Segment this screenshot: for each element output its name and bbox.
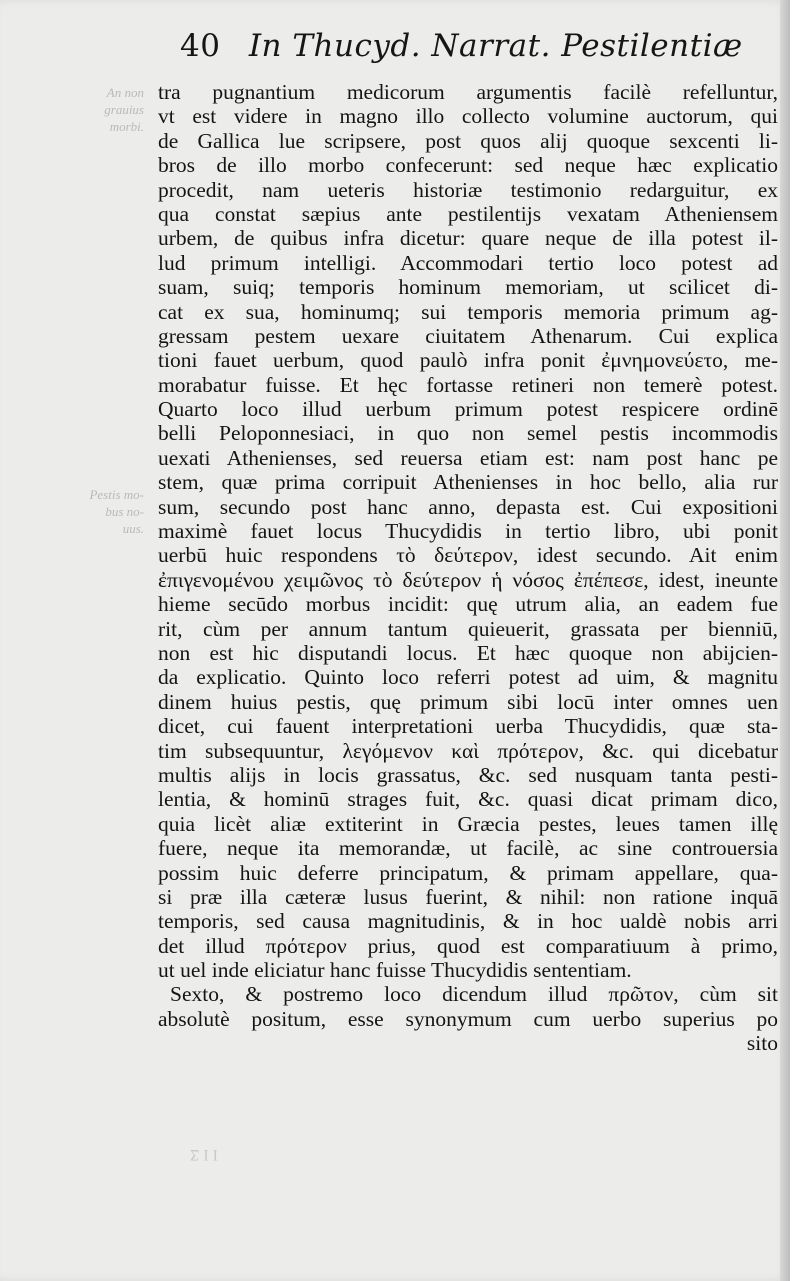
text-line: uexati Athenienses, sed reuersa etiam est: nam post hanc pe: [158, 445, 778, 470]
text-line: belli Peloponnesiaci, in quo non semel pestis incommodis: [158, 421, 778, 446]
text-line: maximè fauet locus Thucydidis in tertio libro, ubi ponit: [158, 519, 778, 544]
text-line: morabatur fuisse. Et hęc fortasse retineri non temerè potest.: [158, 372, 778, 397]
text-line: bros de illo morbo confecerunt: sed neque hæc explicatio: [158, 153, 778, 178]
text-line: multis alijs in locis grassatus, &c. sed nusquam tanta pesti-: [158, 762, 778, 787]
margin-note-middle: Pestis mo- bus no- uus.: [89, 487, 144, 536]
text-line: de Gallica lue scripsere, post quos alij quoque sexcenti li-: [158, 128, 778, 153]
text-line: temporis, sed causa magnitudinis, & in hoc ualdè nobis arri: [158, 909, 778, 934]
bleed-through-mark: ΣΙΙ: [190, 1146, 222, 1163]
text-line: si præ illa cæteræ lusus fuerint, & nihil: non ratione inquā: [158, 884, 778, 909]
text-line: det illud πρότερον prius, quod est comparatiuum à primo,: [158, 933, 778, 958]
running-title: In Thucyd. Narrat. Pestilentiæ: [248, 28, 743, 64]
text-line: Sexto, & postremo loco dicendum illud πρῶτον, cùm sit: [170, 982, 778, 1007]
text-line: ἐπιγενομένου χειμῶνος τὸ δεύτερον ἡ νόσος ἐπέπεσε, idest, ineunte: [158, 567, 778, 592]
text-line: quia licèt aliæ extiterint in Græcia pestes, leues tamen illę: [158, 811, 778, 836]
text-line: ut uel inde eliciatur hanc fuisse Thucydidis sententiam.: [158, 958, 632, 983]
page-edge-shadow: [780, 0, 790, 1281]
text-line: uerbū huic respondens τὸ δεύτερον, idest secundo. Ait enim: [158, 543, 778, 568]
text-line: sum, secundo post hanc anno, depasta est. Cui expositioni: [158, 494, 778, 519]
running-header: [180, 28, 743, 64]
text-line: hieme secūdo morbus incidit: quę utrum alia, an eadem fue: [158, 592, 778, 617]
page-number: 40: [180, 28, 221, 64]
text-line: da explicatio. Quinto loco referri potest ad uim, & magnitu: [158, 665, 778, 690]
text-line: fuere, neque ita memorandæ, ut facilè, ac sine controuersia: [158, 836, 778, 861]
text-line: tioni fauet uerbum, quod paulò infra ponit ἐμνημονεύετο, me-: [158, 348, 778, 373]
catchword: sito: [746, 1031, 778, 1056]
text-line: absolutè positum, esse synonymum cum uerbo superius po: [158, 1006, 778, 1031]
text-line: urbem, de quibus infra dicetur: quare neque de illa potest il-: [158, 226, 778, 251]
text-line: stem, quæ prima corripuit Athenienses in hoc bello, alia rur: [158, 470, 778, 495]
text-line: dicet, cui fauent interpretationi uerba Thucydidis, quæ sta-: [158, 714, 778, 739]
text-line: tra pugnantium medicorum argumentis facilè refelluntur,: [158, 80, 778, 104]
text-line: cat ex sua, hominumq; sui temporis memoria primum ag-: [158, 299, 778, 324]
text-line: rit, cùm per annum tantum quieuerit, grassata per bienniū,: [158, 616, 778, 641]
text-line: lentia, & hominū strages fuit, &c. quasi dicat primam dico,: [158, 787, 778, 812]
text-line: gressam pestem uexare ciuitatem Athenarum. Cui explica: [158, 323, 778, 348]
text-line: qua constat sæpius ante pestilentijs vexatam Atheniensem: [158, 201, 778, 226]
text-line: non est hic disputandi locus. Et hæc quoque non abijcien-: [158, 640, 778, 665]
text-line: lud primum intelligi. Accommodari tertio loco potest ad: [158, 250, 778, 275]
margin-note-top: An non grauius morbi.: [104, 85, 144, 134]
text-line: vt est videre in magno illo collecto volumine auctorum, qui: [158, 104, 778, 129]
text-line: dinem huius pestis, quę primum sibi locū inter omnes uen: [158, 689, 778, 714]
text-line: suam, suiq; temporis hominum memoriam, ut scilicet di-: [158, 275, 778, 300]
text-line: possim huic deferre principatum, & primam appellare, qua-: [158, 860, 778, 885]
text-line: tim subsequuntur, λεγόμενον καὶ πρότερον, &c. qui dicebatur: [158, 738, 778, 763]
text-line: Quarto loco illud uerbum primum potest respicere ordinē: [158, 397, 778, 422]
body-text: [158, 80, 778, 1056]
text-line: procedit, nam ueteris historiæ testimonio redarguitur, ex: [158, 177, 778, 202]
